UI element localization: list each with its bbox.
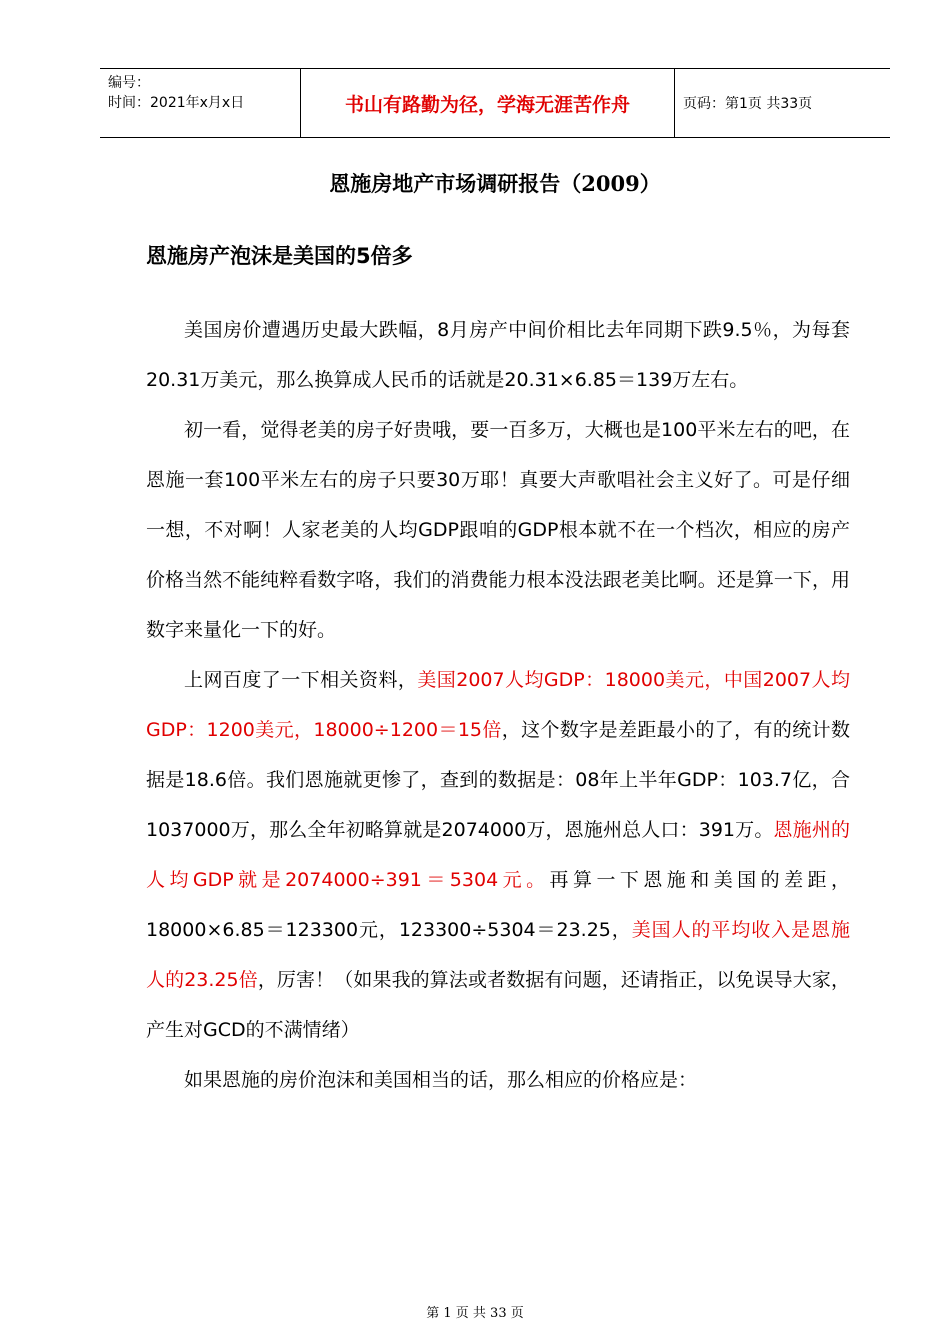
header-meta — [100, 69, 301, 137]
p3-highlight-ratio: 美国人的平均收入是恩施人的23.25倍 — [146, 919, 850, 991]
p3-text-b: ，这个数字是差距最小的了，有的统计数据是18.6倍。我们恩施就更惨了，查到的数据是：08年上半年GDP：103.7亿，合1037000万，那么全年初略算就是2074000万，恩施州总人口：391万。 — [146, 719, 850, 841]
paragraph-1: 美国房价遭遇历史最大跌幅，8月房产中间价相比去年同期下跌9.5％，为每套20.31万美元，那么换算成人民币的话就是20.31×6.85＝139万左右。 — [146, 319, 850, 391]
paragraph-2: 初一看，觉得老美的房子好贵哦，要一百多万，大概也是100平米左右的吧，在恩施一套100平米左右的房子只要30万耶！真要大声歌唱社会主义好了。可是仔细一想，不对啊！人家老美的人均GDP跟咱的GDP根本就不在一个档次，相应的房产价格当然不能纯粹看数字咯，我们的消费能力根本没法跟老美比啊。还是算一下，用数字来量化一下的好。 — [146, 419, 850, 641]
p3-text-c: 再算一下恩施和美国的差距，18000×6.85＝123300元，123300÷5304＝23.25， — [146, 869, 850, 941]
paragraph-3 — [146, 655, 850, 1055]
p3-text-a: 上网百度了一下相关资料， — [184, 669, 418, 691]
number-label: 编号： — [108, 75, 150, 91]
page-header — [100, 68, 890, 138]
document-title: 恩施房地产市场调研报告（2009） — [329, 171, 661, 196]
page-footer: 第 1 页 共 33 页 — [426, 1306, 524, 1321]
section-title: 恩施房产泡沫是美国的5倍多 — [146, 244, 413, 268]
paragraph-4: 如果恩施的房价泡沫和美国相当的话，那么相应的价格应是： — [184, 1069, 698, 1091]
document-body — [146, 305, 850, 1105]
p3-highlight-enshi-gdp: 恩施州的人均GDP就是2074000÷391＝5304元。 — [146, 819, 850, 891]
time-label: 时间：2021年x月x日 — [108, 95, 245, 111]
p3-highlight-gdp: 美国2007人均GDP：18000美元，中国2007人均GDP：1200美元，18000÷1200＝15倍 — [146, 669, 850, 741]
p3-text-d: ，厉害！（如果我的算法或者数据有问题，还请指正，以免误导大家，产生对GCD的不满情绪） — [146, 969, 850, 1041]
header-motto: 书山有路勤为径，学海无涯苦作舟 — [301, 69, 675, 137]
header-page-info: 页码：第1页 共33页 — [683, 96, 813, 112]
